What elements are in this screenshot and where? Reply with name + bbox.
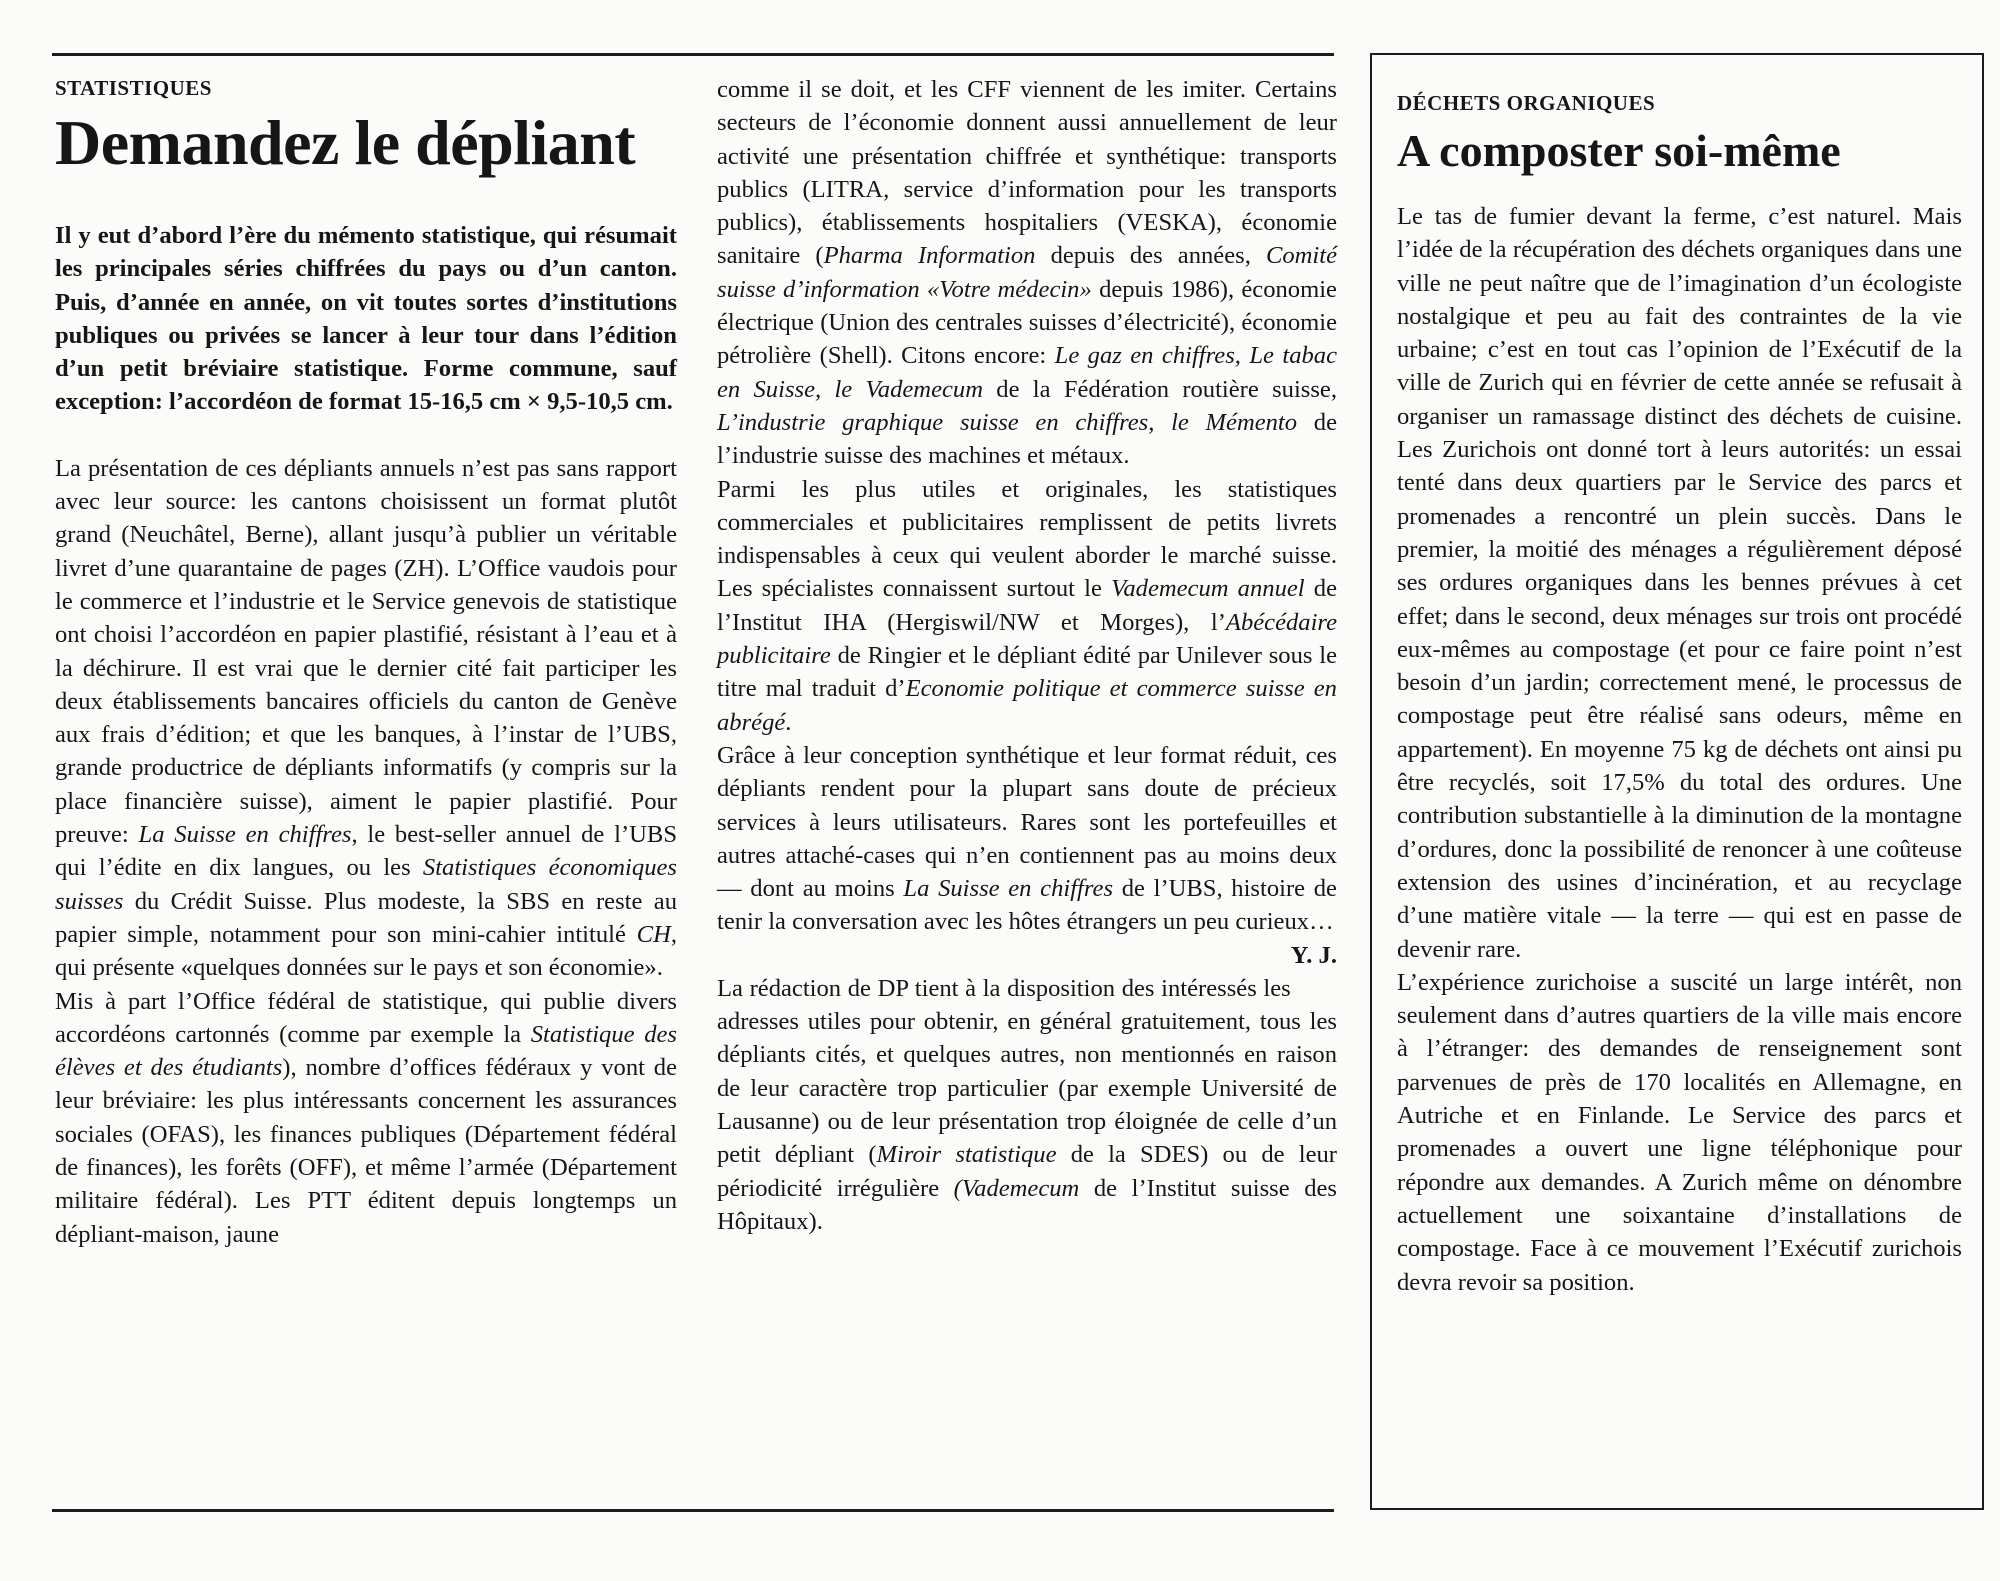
right-article-kicker: DÉCHETS ORGANIQUES — [1397, 91, 1656, 115]
top-rule — [52, 53, 1334, 56]
bottom-rule — [52, 1509, 1334, 1512]
left-article-paragraph-1: La présentation de ces dépliants annuels n’est pas sans rapport avec leur source: les cantons choisissent un format plutôt grand (Neuchâtel, Berne), allant jusqu’à publier un véritable livret d’une quarantaine de pages (ZH). L’Office vaudois pour le commerce et l’industrie et le Service genevois de statistique ont choisi l’accordéon en papier plastifié, résistant à l’eau et à la déchirure. Il est vrai que le dernier cité fait participer les deux établissements bancaires officiels du canton de Genève aux frais d’édition; et que les banques, à l’instar de l’UBS, grande productrice de dépliants informatifs (y compris sur la place financière suisse), aiment le papier plastifié. Pour preuve: La Suisse en chiffres, le best-seller annuel de l’UBS qui l’édite en dix langues, ou les Statistiques économiques suisses du Crédit Suisse. Plus modeste, la SBS en reste au papier simple, notamment pour son mini-cahier intitulé CH, qui présente «quelques données sur le pays et son économie». — [55, 454, 677, 982]
middle-paragraph-2: Parmi les plus utiles et originales, les statistiques commerciales et publicitaires remplissent de petits livrets indispensables à ceux qui veulent aborder le marché suisse. Les spécialistes connaissent surtout le Vademecum annuel de l’Institut IHA (Hergiswil/NW et Morges), l’Abécédaire publicitaire de Ringier et le dépliant édité par Unilever sous le titre mal traduit d’Economie politique et commerce suisse en abrégé. — [717, 475, 1337, 736]
right-article-paragraph-1: Le tas de fumier devant la ferme, c’est naturel. Mais l’idée de la récupération des déchets organiques dans une ville ne peut naître que de l’imagination d’un écologiste nostalgique et peu au fait des contraintes de la vie urbaine; c’est en tout cas l’opinion de l’Exécutif de la ville de Zurich qui en février de cette année se refusait à organiser un ramassage distinct des déchets de cuisine. Les Zurichois ont donné tort à leurs autorités: un essai tenté dans deux quartiers par le Service des parcs et promenades a rencontré un plein succès. Dans le premier, la moitié des ménages a régulièrement déposé ses ordures organiques dans les bennes prévues à cet effet; dans le second, deux ménages sur trois ont procédé eux-mêmes au compostage (et pour ce faire point n’est besoin d’un jardin; correctement mené, le processus de compostage peut être réalisé sans odeurs, même en appartement). En moyenne 75 kg de déchets ont ainsi pu être recyclés, soit 17,5% du total des ordures. Une contribution substantielle à la diminution de la montagne d’ordures, donc la possibilité de renoncer à une coûteuse extension des usines d’incinération, et au recyclage d’une matière vitale — la terre — qui est en passe de devenir rare. — [1397, 203, 1962, 963]
left-article-lead: Il y eut d’abord l’ère du mémento statistique, qui résumait les principales séries chiffrées du pays ou d’un canton. Puis, d’année en année, on vit toutes sortes d’institutions publiques ou privées se lancer à leur tour dans l’édition d’un petit bréviaire statistique. Forme commune, sauf exception: l’accordéon de format 15-16,5 cm × 9,5-10,5 cm. — [55, 222, 677, 416]
left-article-paragraph-2: Mis à part l’Office fédéral de statistique, qui publie divers accordéons cartonnés (comme par exemple la Statistique des élèves et des étudiants), nombre d’offices fédéraux y vont de leur bréviaire: les plus intéressants concernent les assurances sociales (OFAS), les finances publiques (Département fédéral de finances), les forêts (OFF), et même l’armée (Département militaire fédéral). Les PTT éditent depuis longtemps un dépliant-maison, jaune — [55, 987, 678, 1248]
left-article-kicker: STATISTIQUES — [55, 76, 212, 100]
middle-column — [717, 73, 1337, 1238]
middle-paragraph-4: La rédaction de DP tient à la disposition des intéressés les adresses utiles pour obtenir, en général gratuitement, tous les dépliants cités, et quelques autres, non mentionnés en raison de leur caractère trop particulier (par exemple Université de Lausanne) ou de leur présentation trop éloignée de celle d’un petit dépliant (Miroir statistique de la SDES) ou de leur périodicité irrégulière (Vademecum de l’Institut suisse des Hôpitaux). — [717, 974, 1337, 1235]
middle-paragraph-3: Grâce à leur conception synthétique et leur format réduit, ces dépliants rendent pour la plupart sans doute de précieux services à leurs utilisateurs. Rares sont les portefeuilles et autres attaché-cases qui n’en contiennent pas au moins deux — dont au moins La Suisse en chiffres de l’UBS, histoire de tenir la conversation avec les hôtes étrangers un peu curieux… Y. J. — [717, 739, 1337, 939]
right-article-paragraph-2: L’expérience zurichoise a suscité un large intérêt, non seulement dans d’autres quartiers de la ville mais encore à l’étranger: des demandes de renseignement sont parvenues de près de 170 localités en Allemagne, en Autriche et en Finlande. Le Service des parcs et promenades a ouvert une ligne téléphonique pour répondre aux demandes. A Zurich même on dénombre actuellement une soixantaine d’installations de compostage. Face à ce mouvement l’Exécutif zurichois devra revoir sa position. — [1397, 968, 1962, 1296]
left-article-column — [55, 73, 677, 1251]
right-article-column — [1397, 88, 1962, 1299]
right-article-title: A composter soi-même — [1397, 125, 1841, 176]
author-signature: Y. J. — [1290, 941, 1337, 969]
middle-paragraph-1: comme il se doit, et les CFF viennent de les imiter. Certains secteurs de l’économie donnent aussi annuellement de leur activité une présentation chiffrée et synthétique: transports publics (LITRA, service d’information pour les transports publics), établissements hospitaliers (VESKA), économie sanitaire (Pharma Information depuis des années, Comité suisse d’information «Votre médecin» depuis 1986), économie électrique (Union des centrales suisses d’électricité), économie pétrolière (Shell). Citons encore: Le gaz en chiffres, Le tabac en Suisse, le Vademecum de la Fédération routière suisse, L’industrie graphique suisse en chiffres, le Mémento de l’industrie suisse des machines et métaux. — [717, 76, 1338, 470]
left-article-title: Demandez le dépliant — [55, 107, 636, 178]
